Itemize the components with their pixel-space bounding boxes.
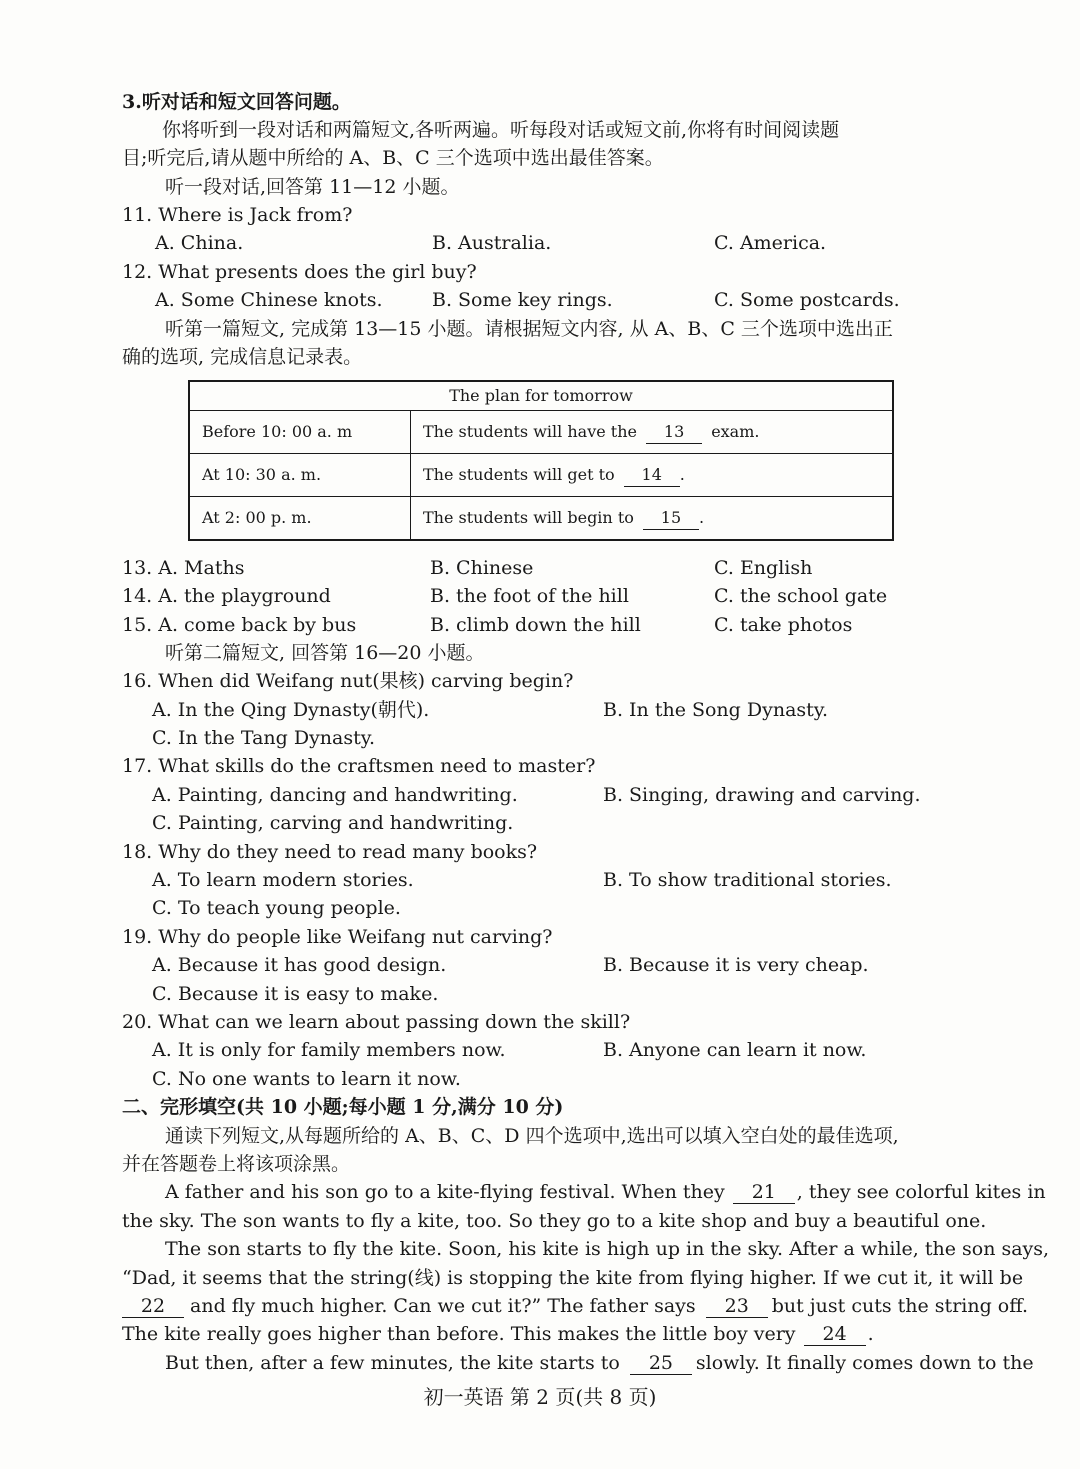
- q11-option-b: B. Australia.: [432, 232, 552, 254]
- table-row: [189, 454, 893, 497]
- section3-title: 3.听对话和短文回答问题。: [122, 91, 351, 113]
- answer-blank-21: 21: [733, 1181, 795, 1204]
- q12-option-a: A. Some Chinese knots.: [155, 289, 383, 311]
- q13-option-a: 13. A. Maths: [122, 557, 245, 579]
- q16-option-c: C. In the Tang Dynasty.: [152, 727, 376, 749]
- q20-stem: 20. What can we learn about passing down the skill?: [122, 1011, 631, 1033]
- q14-option-a: 14. A. the playground: [122, 585, 331, 607]
- q18-stem: 18. Why do they need to read many books?: [122, 841, 538, 863]
- q17-stem: 17. What skills do the craftsmen need to master?: [122, 755, 596, 777]
- q17-option-b: B. Singing, drawing and carving.: [603, 784, 921, 806]
- q15-option-b: B. climb down the hill: [430, 614, 641, 636]
- answer-blank-15: 15: [643, 507, 699, 530]
- cloze-text: slowly. It finally comes down to the: [695, 1352, 1034, 1374]
- answer-blank-13: 13: [646, 421, 702, 444]
- section3-intro-line2: 目;听完后,请从题中所给的 A、B、C 三个选项中选出最佳答案。: [122, 147, 664, 169]
- q17-option-c: C. Painting, carving and handwriting.: [152, 812, 514, 834]
- cloze-text: A father and his son go to a kite-flying festival. When they: [165, 1181, 725, 1203]
- cloze-paragraph-2-line1: The son starts to fly the kite. Soon, his kite is high up in the sky. After a while, the son says,: [165, 1238, 1050, 1260]
- cloze-text: .: [867, 1323, 874, 1345]
- table-row: [189, 411, 893, 454]
- cloze-paragraph-2-line4: [122, 1320, 874, 1348]
- q11-option-a: A. China.: [155, 232, 244, 254]
- answer-blank-22: 22: [122, 1295, 184, 1318]
- q11-stem: 11. Where is Jack from?: [122, 204, 353, 226]
- q13-option-c: C. English: [714, 557, 813, 579]
- plan-activity-text: The students will get to: [423, 465, 615, 485]
- q16-option-b: B. In the Song Dynasty.: [603, 699, 829, 721]
- cloze-title: 二、完形填空(共 10 小题;每小题 1 分,满分 10 分): [122, 1096, 564, 1118]
- q20-option-b: B. Anyone can learn it now.: [603, 1039, 867, 1061]
- q13-option-b: B. Chinese: [430, 557, 534, 579]
- q12-option-b: B. Some key rings.: [432, 289, 613, 311]
- part2-instruction-line1: 听第一篇短文, 完成第 13—15 小题。请根据短文内容, 从 A、B、C 三个选项中选出正: [165, 318, 893, 340]
- q12-option-c: C. Some postcards.: [714, 289, 900, 311]
- q14-option-c: C. the school gate: [714, 585, 888, 607]
- plan-table-title: The plan for tomorrow: [189, 381, 893, 411]
- answer-blank-25: 25: [630, 1352, 692, 1375]
- cloze-text: and fly much higher. Can we cut it?” The father says: [190, 1295, 696, 1317]
- plan-activity-end: .: [679, 465, 685, 485]
- answer-blank-14: 14: [624, 464, 680, 487]
- q16-option-a: A. In the Qing Dynasty(朝代).: [152, 699, 430, 721]
- plan-table: [188, 380, 894, 541]
- q20-option-c: C. No one wants to learn it now.: [152, 1068, 461, 1090]
- cloze-paragraph-3-line1: [165, 1349, 1034, 1377]
- cloze-text: , they see colorful kites in: [796, 1181, 1046, 1203]
- cloze-text: But then, after a few minutes, the kite starts to: [165, 1352, 620, 1374]
- part3-instruction: 听第二篇短文, 回答第 16—20 小题。: [165, 642, 485, 664]
- q18-option-c: C. To teach young people.: [152, 897, 401, 919]
- part1-instruction: 听一段对话,回答第 11—12 小题。: [165, 176, 460, 198]
- q11-option-c: C. America.: [714, 232, 827, 254]
- q17-option-a: A. Painting, dancing and handwriting.: [152, 784, 518, 806]
- plan-activity-end: .: [698, 508, 705, 528]
- q18-option-b: B. To show traditional stories.: [603, 869, 892, 891]
- cloze-instruction-line2: 并在答题卷上将该项涂黑。: [122, 1153, 351, 1175]
- cloze-text: but just cuts the string off.: [771, 1295, 1029, 1317]
- page-footer: 初一英语 第 2 页(共 8 页): [423, 1385, 657, 1409]
- plan-activity: [411, 497, 894, 541]
- q16-stem: 16. When did Weifang nut(果核) carving begin?: [122, 670, 574, 692]
- plan-activity-text: The students will have the: [423, 422, 637, 442]
- plan-time: Before 10: 00 a. m: [189, 411, 411, 454]
- answer-blank-23: 23: [706, 1295, 768, 1318]
- plan-time: At 2: 00 p. m.: [189, 497, 411, 541]
- table-row: [189, 497, 893, 541]
- cloze-paragraph-2-line2: “Dad, it seems that the string(线) is stopping the kite from flying higher. If we cut it, it will be: [122, 1267, 1024, 1289]
- plan-activity: [411, 411, 894, 454]
- q15-option-a: 15. A. come back by bus: [122, 614, 357, 636]
- q12-stem: 12. What presents does the girl buy?: [122, 261, 477, 283]
- q19-stem: 19. Why do people like Weifang nut carving?: [122, 926, 553, 948]
- plan-activity-text: The students will begin to: [423, 508, 634, 528]
- q19-option-a: A. Because it has good design.: [152, 954, 447, 976]
- q19-option-b: B. Because it is very cheap.: [603, 954, 869, 976]
- q14-option-b: B. the foot of the hill: [430, 585, 629, 607]
- cloze-paragraph-2-line3: [122, 1292, 1028, 1320]
- cloze-text: The kite really goes higher than before. This makes the little boy very: [122, 1323, 796, 1345]
- q18-option-a: A. To learn modern stories.: [152, 869, 414, 891]
- cloze-paragraph-1-line1: [165, 1178, 1046, 1206]
- plan-time: At 10: 30 a. m.: [189, 454, 411, 497]
- cloze-instruction-line1: 通读下列短文,从每题所给的 A、B、C、D 四个选项中,选出可以填入空白处的最佳选项,: [165, 1125, 899, 1147]
- section3-intro-line1: 你将听到一段对话和两篇短文,各听两遍。听每段对话或短文前,你将有时间阅读题: [162, 119, 840, 141]
- part2-instruction-line2: 确的选项, 完成信息记录表。: [122, 346, 363, 368]
- plan-activity: [411, 454, 894, 497]
- q20-option-a: A. It is only for family members now.: [152, 1039, 506, 1061]
- answer-blank-24: 24: [804, 1323, 866, 1346]
- q15-option-c: C. take photos: [714, 614, 853, 636]
- cloze-paragraph-1-line2: the sky. The son wants to fly a kite, too. So they go to a kite shop and buy a beautiful one.: [122, 1210, 987, 1232]
- plan-activity-end: exam.: [711, 422, 760, 442]
- q19-option-c: C. Because it is easy to make.: [152, 983, 439, 1005]
